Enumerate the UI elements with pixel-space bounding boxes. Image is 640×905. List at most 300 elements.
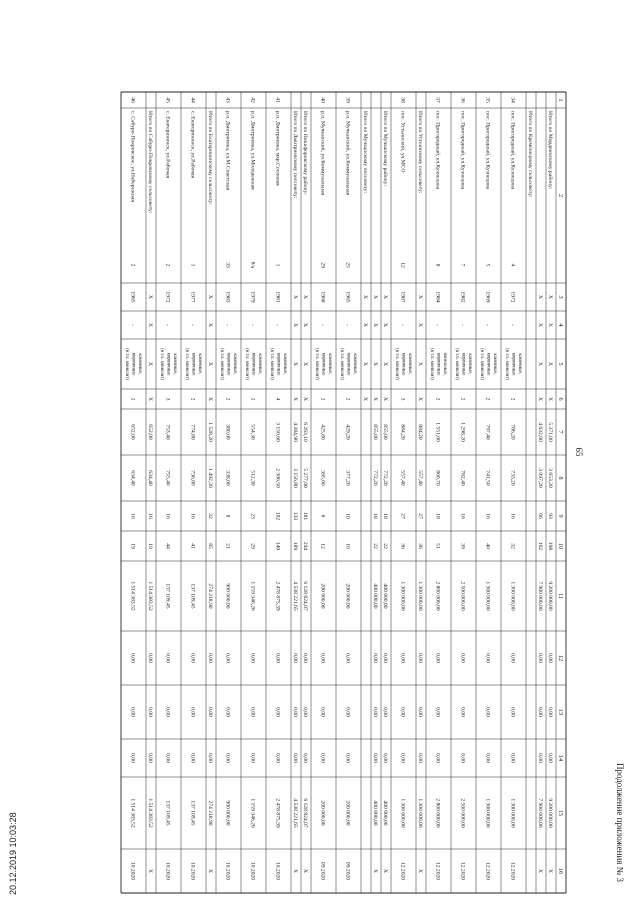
value-c15: 7 900 000,00 [537,798,543,828]
address-cell: с. Екатерининск, ул.Рабочая [164,111,171,179]
value-c13: 0,00 [249,707,256,717]
value-c11: 137 109,45 [189,583,196,609]
wall-material: кирпичные [345,352,351,376]
value-c14: 0,00 [382,753,388,763]
value-c12: 0,00 [417,653,423,663]
value-c14: 0,00 [224,753,231,763]
value-c16: X [292,868,298,874]
value-c15: 200 000,00 [344,800,351,826]
value-c14: 0,00 [129,753,136,763]
value-c15: 2 500 000,00 [459,798,466,828]
value-c8: 5 277,00 [302,468,308,488]
value-c4: - [344,324,351,326]
value-c13: 0,00 [382,707,388,717]
value-c16: X [417,868,423,874]
wall-material: кирпичные [275,352,281,376]
wall-material: каменные, [467,353,472,375]
value-c9: 18 [382,513,388,519]
value-c15: 137 109,45 [189,800,196,826]
wall-material: кирпичные [510,352,516,376]
value-c10: 12 [319,543,326,549]
value-c15: 274 218,90 [207,800,213,826]
value-c4: - [399,324,406,326]
value-c4: X [382,322,388,328]
house-number: 2 [129,263,136,267]
wall-material: (в т.ч. монолит) [504,348,509,380]
value-c8: 634,40 [129,470,136,486]
value-c14: 0,00 [459,753,466,763]
value-c10: 22 [372,543,378,549]
house-number: 33 [224,262,231,268]
value-c6: X [147,396,153,402]
value-c8: 733,20 [509,470,516,486]
column-number-15: 15 [557,809,564,817]
value-c3: 1972 [164,291,171,303]
value-c6: 2 [224,397,231,401]
value-c11: 274 218,90 [207,583,213,609]
column-number-9: 9 [557,514,564,518]
wall-material: (в т.ч. монолит) [394,348,399,380]
value-c8: 557,40 [399,470,406,486]
value-c3: X [302,294,308,300]
value-c11: 400 000,00 [372,583,378,609]
value-c11: 9 200 000,00 [547,581,553,611]
value-c10: 44 [164,543,171,549]
value-c12: 0,00 [547,653,553,663]
row-number: 38 [399,97,406,103]
value-c3: X [362,294,368,300]
value-c14: 0,00 [302,753,308,763]
value-c10: 162 [537,541,543,551]
district-total-label: Итого по Никифоровскому району: [302,111,308,195]
house-number: 29 [319,262,326,268]
value-c9: 16 [129,513,136,519]
column-number-10: 10 [557,542,564,550]
row-number: 41 [274,97,281,103]
value-c15: 1 300 000,00 [484,798,491,828]
value-c4: X [547,322,553,328]
value-c8: 3 653,20 [547,468,553,488]
value-c10: 140 [274,541,281,551]
value-c7: 774,80 [189,424,196,440]
value-c5: X [207,361,213,367]
value-c6: X [417,396,423,402]
wall-material: (в т.ч. монолит) [479,348,484,380]
value-c10: 36 [399,543,406,549]
value-c12: 0,00 [302,653,308,663]
value-c9: 8 [224,514,231,518]
value-c7: 4 384,90 [292,422,298,442]
value-c11: 1 300 000,00 [484,581,491,611]
address-cell: с. Екатерининск, ул.Рабочая [189,111,196,179]
value-c6: 2 [484,397,491,401]
value-c10: 29 [249,543,256,549]
value-c5: X [417,361,423,367]
value-c9: 32 [207,513,213,519]
value-c4: - [434,324,441,326]
value-c13: 0,00 [292,707,298,717]
value-c12: 0,00 [189,653,196,663]
value-c7: 429,20 [344,424,351,440]
value-c6: 2 [249,397,256,401]
wall-material: кирпичные [435,352,441,376]
value-c11: 200 000,00 [344,583,351,609]
value-c4: - [274,324,281,326]
value-c3: 1983 [224,291,231,303]
address-cell: пос. Пригородный, ул.Кузнецова [434,111,441,190]
value-c6: 4 [274,397,281,401]
value-c4: - [509,324,516,326]
value-c6: X [382,396,388,402]
value-c11: 200 000,00 [319,583,326,609]
address-cell: р.п. Мучкапский, ул.Коммунальная [344,111,351,196]
value-c14: 0,00 [344,753,351,763]
value-c5: X [382,361,388,367]
value-c6: 2 [189,397,196,401]
column-number-8: 8 [557,476,564,480]
value-c13: 0,00 [509,707,516,717]
value-c15: 2 800 000,00 [434,798,441,828]
value-c6: 2 [129,397,136,401]
value-c3: 1987 [399,291,406,303]
value-c13: 0,00 [129,707,136,717]
address-cell: р.п. Дмитриевка, ул.Молодежная [249,111,256,190]
value-c11: 6 128 824,07 [302,581,308,611]
value-c5: X [302,361,308,367]
value-c3: X [372,294,378,300]
value-c13: 0,00 [399,707,406,717]
value-c8: 3 097,20 [537,468,543,488]
value-c6: 2 [344,397,351,401]
value-c14: 0,00 [207,753,213,763]
value-c14: 0,00 [274,753,281,763]
value-c6: 3 [399,397,406,401]
value-c6: 2 [509,397,516,401]
value-c13: 0,00 [224,707,231,717]
value-c6: X [207,396,213,402]
value-c14: 0,00 [249,753,256,763]
house-number: 1 [274,263,281,267]
value-c16: 12.2020 [459,861,466,881]
value-c3: X [292,294,298,300]
council-total-label: Итого по Дмитриевскому поссовету: [292,111,298,199]
value-c11: 1 300 000,00 [417,581,423,611]
value-c9: 66 [537,513,543,519]
value-c16: 12.2020 [484,861,491,881]
value-c10: 10 [344,543,351,549]
value-c12: 0,00 [509,653,516,663]
value-c3: X [537,294,543,300]
value-c12: 0,00 [207,653,213,663]
value-c10: 85 [207,543,213,549]
value-c16: 09.2020 [344,861,351,881]
wall-material: (в т.ч. монолит) [429,348,434,380]
value-c3: X [547,294,553,300]
value-c10: 41 [189,543,196,549]
value-c8: 782,40 [459,470,466,486]
value-c7: 1 528,20 [207,422,213,442]
value-c12: 0,00 [292,653,298,663]
address-cell: р.п. Дмитриевка, ул.М.Советская [224,111,231,191]
value-c3: 1965 [344,291,351,303]
wall-material: (в т.ч. монолит) [314,348,319,380]
value-c9: 27 [399,513,406,519]
value-c10: 294 [302,541,308,551]
wall-material: панельные, [442,352,447,376]
value-c6: X [292,396,298,402]
wall-material: кирпичные [485,352,491,376]
column-number-6: 6 [557,397,564,401]
value-c16: 10.2020 [129,861,136,881]
value-c12: 0,00 [537,653,543,663]
district-total-label: Итого по Мордвинскому району: [547,111,553,190]
value-c4: - [484,324,491,326]
value-c9: 8 [319,514,326,518]
house-number: 1 [189,263,196,267]
value-c10: 22 [382,543,388,549]
value-c13: 0,00 [164,707,171,717]
wall-material: каменные, [517,353,522,375]
value-c3: 1981 [274,291,281,303]
value-c15: 1 300 000,00 [509,798,516,828]
value-c13: 0,00 [344,707,351,717]
value-c16: 10.2020 [224,861,231,881]
value-c7: 753,40 [164,424,171,440]
value-c4: X [302,322,308,328]
value-c4: - [129,324,136,326]
value-c11: 1 514 383,52 [147,581,153,611]
address-cell: пос. Пригородный, ул.Кузнецова [509,111,516,190]
value-c3: X [382,294,388,300]
house-number: 7 [459,263,466,267]
value-c15: 400 000,00 [382,800,388,826]
value-c9: 27 [417,513,423,519]
wall-material: кирпичные [460,352,466,376]
value-c4: X [292,322,298,328]
value-c13: 0,00 [372,707,378,717]
value-c16: X [537,868,543,874]
value-c13: 0,00 [319,707,326,717]
value-c12: 0,00 [372,653,378,663]
council-total-label: Итого по Екатерининскому сельсовету: [207,111,213,205]
value-c9: 102 [274,511,281,521]
value-c13: 0,00 [537,707,543,717]
wall-material: (в т.ч. монолит) [184,348,189,380]
value-c16: X [372,868,378,874]
value-c13: 0,00 [484,707,491,717]
value-c11: 2 500 000,00 [459,581,466,611]
value-c15: 400 000,00 [372,800,378,826]
value-c8: 512,30 [249,470,256,486]
column-number-13: 13 [557,708,564,716]
house-number: 5 [484,263,491,267]
value-c8: 377,20 [344,470,351,486]
value-c14: 0,00 [484,753,491,763]
value-c14: 0,00 [164,753,171,763]
value-c16: 12.2020 [399,861,406,881]
value-c4: - [459,324,466,326]
value-c10: 32 [509,543,516,549]
wall-material: кирпичные [130,352,136,376]
value-c11: 2 800 000,00 [434,581,441,611]
value-c13: 0,00 [459,707,466,717]
value-c12: 0,00 [224,653,231,663]
value-c4: X [417,322,423,328]
value-c8: 338,00 [224,470,231,486]
row-number: 35 [484,97,491,103]
value-c16: 12.2020 [509,861,516,881]
value-c13: 0,00 [147,707,153,717]
column-number-3: 3 [557,295,564,299]
value-c7: 425,80 [319,424,326,440]
value-c7: 855,00 [382,424,388,440]
value-c12: 0,00 [434,653,441,663]
wall-material: каменные, [137,353,142,375]
value-c3: 1979 [249,291,256,303]
value-c4: X [362,322,368,328]
value-c10: 189 [292,541,298,551]
value-c6: 2 [459,397,466,401]
wall-material: каменные, [282,353,287,375]
value-c9: 133 [292,511,298,521]
value-c6: 2 [319,397,326,401]
value-c11: 137 109,45 [164,583,171,609]
value-c15: 1 300 000,00 [417,798,423,828]
wall-material: каменные, [327,353,332,375]
wall-material: кирпичные [400,352,406,376]
council-total-label: Итого по Устьинскому сельсовету: [417,111,423,194]
value-c15: 6 128 824,07 [302,798,308,828]
appendix-title: Продолжение приложения № 3 [615,762,625,882]
value-c12: 0,00 [164,653,171,663]
value-c13: 0,00 [302,707,308,717]
value-c12: 0,00 [319,653,326,663]
council-total-label: Итого по Кременецкому сельсовету: [527,111,533,198]
value-c5: X [362,361,368,367]
address-cell: пос. Пригородный, ул.Кузнецова [459,111,466,190]
column-number-4: 4 [557,323,564,327]
value-c15: 4 538 221,65 [292,798,298,828]
column-number-16: 16 [557,867,564,875]
value-c10: 40 [484,543,491,549]
value-c13: 0,00 [547,707,553,717]
value-c14: 0,00 [189,753,196,763]
house-number: 8 [434,263,441,267]
wall-material: (в т.ч. монолит) [159,348,164,380]
value-c9: 16 [189,513,196,519]
value-c6: X [547,396,553,402]
value-c3: 1984 [434,291,441,303]
value-c11: 400 000,00 [382,583,388,609]
value-c12: 0,00 [399,653,406,663]
row-number: 40 [319,97,326,103]
wall-material: (в т.ч. монолит) [339,348,344,380]
value-c13: 0,00 [207,707,213,717]
wall-material: каменные, [172,353,177,375]
value-c14: 0,00 [292,753,298,763]
house-number: 2 [164,263,171,267]
value-c12: 0,00 [484,653,491,663]
value-c4: X [147,322,153,328]
house-number: 8/а [249,261,256,269]
wall-material: каменные, [352,353,357,375]
column-number-5: 5 [557,362,564,366]
value-c4: - [224,324,231,326]
wall-material: (в т.ч. монолит) [269,348,274,380]
value-c6: X [302,396,308,402]
value-c14: 0,00 [319,753,326,763]
value-c14: 0,00 [547,753,553,763]
value-c14: 0,00 [372,753,378,763]
value-c7: 554,30 [249,424,256,440]
wall-material: каменные, [407,353,412,375]
value-c12: 0,00 [344,653,351,663]
value-c15: 900 000,00 [224,800,231,826]
value-c5: X [547,361,553,367]
value-c8: 772,20 [382,470,388,486]
value-c12: 0,00 [147,653,153,663]
value-c4: - [319,324,326,326]
value-c8: 557,40 [417,470,423,486]
value-c12: 0,00 [249,653,256,663]
value-c16: X [207,868,213,874]
value-c15: 1 159 346,26 [249,798,256,828]
page-number: 65 [574,447,584,457]
value-c3: 1965 [129,291,136,303]
address-cell: пос. Пригородный, ул.Кузнецова [484,111,491,190]
value-c8: 860,70 [434,470,441,486]
value-c6: 3 [164,397,171,401]
value-c9: 18 [434,513,441,519]
value-c7: 884,20 [399,424,406,440]
row-number: 44 [189,97,196,103]
value-c8: 755,40 [164,470,171,486]
value-c14: 0,00 [147,753,153,763]
value-c7: 6 263,10 [302,422,308,442]
value-c7: 1 551,00 [434,422,441,442]
house-number: 25 [344,262,351,268]
house-number: 4 [509,263,516,267]
value-c9: 16 [164,513,171,519]
value-c14: 0,00 [537,753,543,763]
council-total-label: Итого по Сабуро-Покровскому сельсовету: [147,111,153,214]
value-c3: X [417,294,423,300]
value-c3: 1969 [484,291,491,303]
row-number: 42 [249,97,256,103]
wall-material: (в т.ч. монолит) [124,348,129,380]
address-cell: пос. Устьинский, ул.МСО [399,111,406,173]
value-c7: 652,00 [129,424,136,440]
value-c15: 200 000,00 [319,800,326,826]
wall-material: (в т.ч. монолит) [244,348,249,380]
value-c16: X [547,868,553,874]
value-c7: 884,20 [417,424,423,440]
value-c6: X [372,396,378,402]
wall-material: каменные, [232,353,237,375]
value-c15: 9 200 000,00 [547,798,553,828]
column-number-14: 14 [557,754,564,762]
value-c11: 1 159 346,26 [249,581,256,611]
value-c5: X [147,361,153,367]
column-number-12: 12 [557,654,564,662]
value-c6: 2 [434,397,441,401]
value-c11: 900 000,00 [224,583,231,609]
value-c8: 2 306,50 [274,468,281,488]
value-c4: - [249,324,256,326]
value-c9: 16 [484,513,491,519]
district-total-label: Итого по Мучкапскому району: [382,111,388,186]
value-c11: 1 514 383,52 [129,581,136,611]
